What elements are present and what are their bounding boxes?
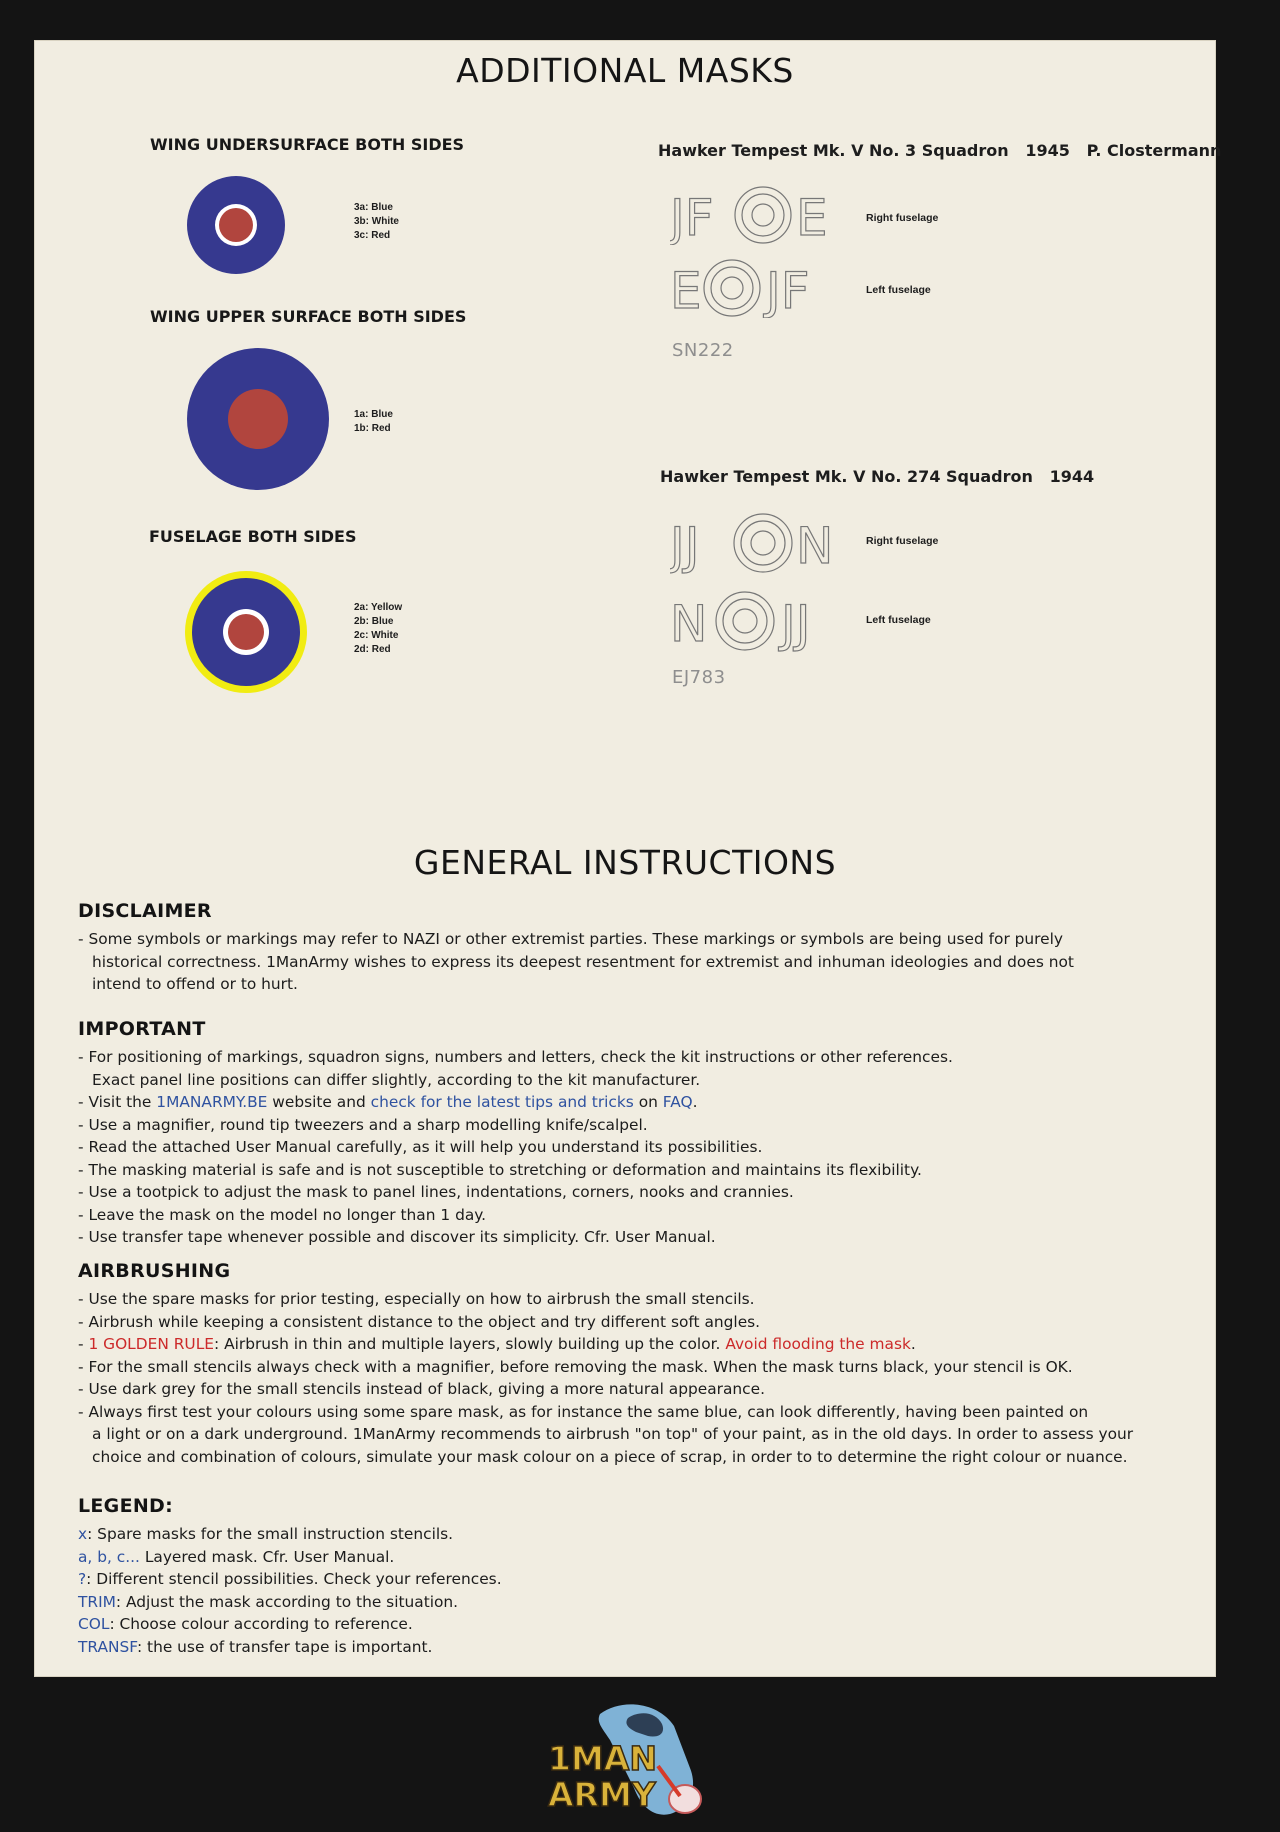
important-line: - For positioning of markings, squadron signs, numbers and letters, check the kit instructions or other references. — [78, 1048, 953, 1066]
plane1-title: Hawker Tempest Mk. V No. 3 Squadron 1945 P. Clostermann — [658, 141, 1222, 160]
legend-key: TRANSF — [78, 1637, 137, 1656]
wing-under-title: WING UNDERSURFACE BOTH SIDES — [150, 135, 465, 154]
wing-upper-title: WING UPPER SURFACE BOTH SIDES — [150, 307, 467, 326]
important-section — [78, 1018, 1198, 1249]
airbrushing-line: - Use dark grey for the small stencils instead of black, giving a more natural appearance. — [78, 1380, 765, 1398]
disclaimer-heading: DISCLAIMER — [78, 900, 212, 922]
logo-text-line1: 1MAN — [548, 1739, 657, 1778]
plane2-left-right-letters: JJ — [781, 595, 811, 652]
plane2-left-roundel-outline — [716, 592, 774, 650]
airbrushing-heading: AIRBRUSHING — [78, 1260, 231, 1282]
legend-item: TRIM: Adjust the mask according to the situation. — [78, 1592, 459, 1611]
legend-heading: LEGEND: — [78, 1495, 174, 1517]
1manarmy-logo — [540, 1696, 730, 1826]
important-line: Exact panel line positions can differ slightly, according to the kit manufacturer. — [92, 1070, 701, 1089]
plane2-title: Hawker Tempest Mk. V No. 274 Squadron 1944 — [660, 467, 1095, 486]
legend-1b: 1b: Red — [354, 423, 391, 434]
plane2-left-left-letters: N — [670, 595, 708, 652]
legend-2c: 2c: White — [354, 630, 399, 641]
plane2-right-right-letters: N — [796, 517, 834, 574]
plane1-left-label: Left fuselage — [866, 284, 931, 296]
wing-upper-legend — [354, 408, 393, 436]
legend-section — [78, 1495, 1198, 1658]
disclaimer-line: intend to offend or to hurt. — [92, 975, 298, 993]
plane1-serial: SN222 — [672, 340, 734, 361]
visit-line: - Visit the 1MANARMY.BE website and check for the latest tips and tricks on FAQ. — [78, 1093, 698, 1111]
fuselage-title: FUSELAGE BOTH SIDES — [149, 527, 357, 546]
website-link[interactable]: 1MANARMY.BE — [156, 1093, 268, 1111]
plane2-right-label: Right fuselage — [866, 535, 939, 547]
legend-item: COL: Choose colour according to reference. — [78, 1615, 413, 1633]
plane2-right-roundel-outline — [734, 514, 792, 572]
airbrushing-line: - Always first test your colours using some spare mask, as for instance the same blue, can look differently, having been painted on — [78, 1402, 1089, 1421]
wing-under-roundel — [186, 175, 286, 275]
legend-2a: 2a: Yellow — [354, 602, 403, 613]
fuselage-roundel — [184, 570, 308, 694]
airbrushing-line: - Airbrush while keeping a consistent distance to the object and try different soft angles. — [78, 1312, 761, 1331]
fuselage-legend — [354, 601, 402, 657]
legend-3a: 3a: Blue — [354, 202, 393, 213]
plane2-right-codes — [670, 510, 870, 574]
important-line: - Use a magnifier, round tip tweezers and a sharp modelling knife/scalpel. — [78, 1115, 648, 1134]
legend-key: x — [78, 1525, 88, 1543]
important-line: - Use a tootpick to adjust the mask to panel lines, indentations, corners, nooks and crannies. — [78, 1183, 794, 1201]
tips-link[interactable]: check for the latest tips and tricks — [370, 1093, 634, 1111]
legend-item: a, b, c... Layered mask. Cfr. User Manual. — [78, 1547, 395, 1566]
masks-title: ADDITIONAL MASKS — [456, 51, 794, 90]
important-line: - The masking material is safe and is not susceptible to stretching or deformation and maintains its flexibility. — [78, 1160, 922, 1179]
airbrushing-section — [78, 1260, 1198, 1468]
plane1-left-right-letters: JF — [766, 262, 810, 318]
important-line: - Leave the mask on the model no longer than 1 day. — [78, 1205, 487, 1224]
legend-key: a, b, c... — [78, 1547, 140, 1566]
disclaimer-section — [78, 900, 1198, 996]
legend-3b: 3b: White — [354, 216, 399, 227]
instruction-sheet — [34, 40, 1222, 1677]
airbrushing-line: a light or on a dark underground. 1ManArmy recommends to airbrush "on top" of your paint, as in the old days. In order to assess your — [92, 1425, 1134, 1443]
disclaimer-line: - Some symbols or markings may refer to NAZI or other extremist parties. These markings or symbols are being used for purely — [78, 930, 1064, 948]
plane1-right-roundel-outline — [735, 187, 791, 243]
legend-2d: 2d: Red — [354, 644, 391, 655]
plane1-right-codes — [670, 183, 840, 245]
airbrushing-line: - Use the spare masks for prior testing, especially on how to airbrush the small stencils. — [78, 1290, 755, 1308]
legend-item: ?: Different stencil possibilities. Check your references. — [78, 1570, 502, 1588]
plane1-right-right-letters: E — [796, 189, 828, 245]
wing-upper-roundel — [186, 347, 330, 491]
important-heading: IMPORTANT — [78, 1018, 206, 1040]
plane1-right-left-letters: JF — [670, 189, 714, 245]
plane2-serial: EJ783 — [672, 667, 726, 688]
legend-1a: 1a: Blue — [354, 409, 393, 420]
flooding-warning: Avoid flooding the mask — [725, 1335, 911, 1353]
plane1-right-label: Right fuselage — [866, 212, 939, 224]
important-line: - Use transfer tape whenever possible and discover its simplicity. Cfr. User Manual. — [78, 1228, 716, 1246]
legend-item: x: Spare masks for the small instruction stencils. — [78, 1525, 454, 1543]
legend-3c: 3c: Red — [354, 230, 391, 241]
important-line: - Read the attached User Manual carefully, as it will help you understand its possibilities. — [78, 1138, 763, 1156]
plane1-left-codes — [670, 256, 840, 318]
airbrushing-line: - For the small stencils always check with a magnifier, before removing the mask. When the mask turns black, your stencil is OK. — [78, 1357, 1073, 1376]
legend-2b: 2b: Blue — [354, 616, 394, 627]
plane1-left-left-letters: E — [670, 262, 702, 318]
disclaimer-line: historical correctness. 1ManArmy wishes to express its deepest resentment for extremist and inhuman ideologies and does not — [92, 952, 1074, 971]
golden-rule-line: - 1 GOLDEN RULE: Airbrush in thin and multiple layers, slowly building up the color. Avoid flooding the mask. — [78, 1335, 916, 1353]
faq-link[interactable]: FAQ — [662, 1093, 693, 1111]
legend-key: COL — [78, 1615, 110, 1633]
plane1-left-roundel-outline — [704, 260, 760, 316]
legend-key: TRIM — [78, 1592, 116, 1611]
golden-rule: 1 GOLDEN RULE — [88, 1335, 214, 1353]
plane2-right-left-letters: JJ — [670, 517, 700, 574]
instructions-title: GENERAL INSTRUCTIONS — [413, 843, 837, 882]
wing-under-legend — [354, 201, 399, 243]
legend-key: ? — [78, 1570, 87, 1588]
plane2-left-codes — [670, 588, 870, 652]
airbrushing-line: choice and combination of colours, simulate your mask colour on a piece of scrap, in order to to determine the right colour or nuance. — [92, 1447, 1128, 1466]
logo-text-line2: ARMY — [548, 1775, 656, 1814]
legend-item: TRANSF: the use of transfer tape is important. — [78, 1637, 433, 1656]
plane2-left-label: Left fuselage — [866, 614, 931, 626]
